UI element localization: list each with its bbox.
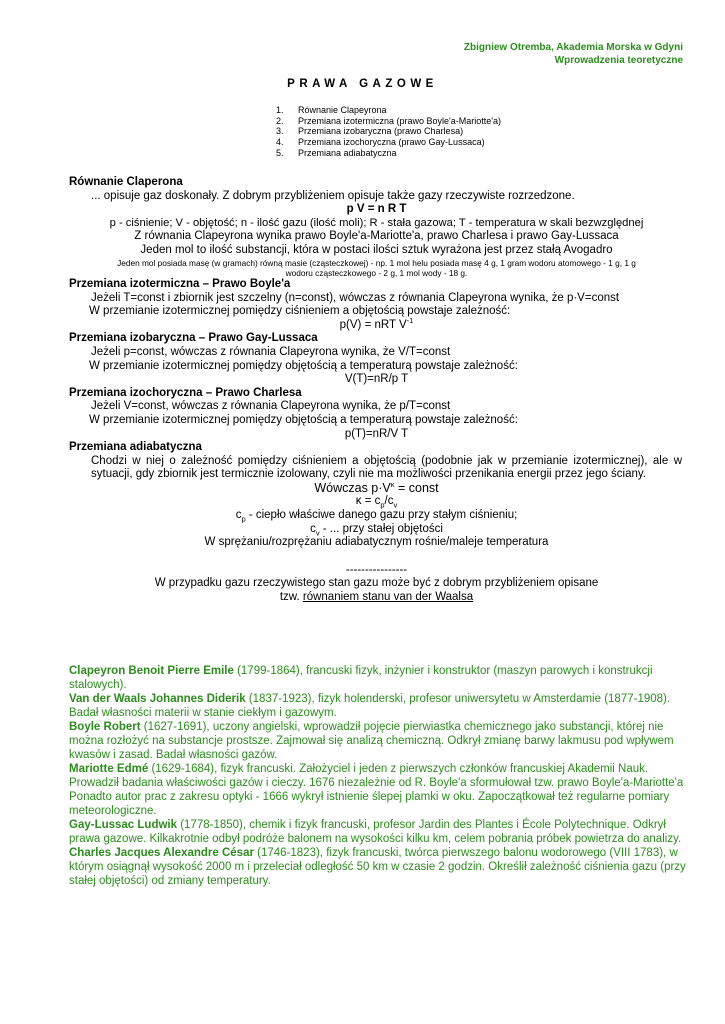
kappa-mid: /c [384, 495, 394, 508]
bio-name: Gay-Lussac Ludwik [69, 819, 178, 831]
kappa-pre: κ = c [355, 495, 381, 508]
mol-mass-note-1: Jeden mol posiada masę (w gramach) równą masie (cząsteczkowej) - np. 1 mol helu posiada masę 4 g, 1 gram wodoru atomowego - 1 g, 1 g [117, 257, 636, 268]
section-heading-izotermiczna: Przemiana izotermiczna – Prawo Boyle'a [69, 277, 291, 290]
toc-number: 5. [276, 147, 284, 158]
cv-sub: v [315, 527, 320, 537]
bio-name: Boyle Robert [69, 721, 141, 733]
bio-name: Van der Waals Johannes Diderik [69, 693, 246, 705]
real-gas-line-2 [69, 591, 684, 605]
toc-number: 1. [276, 105, 284, 115]
clapeyron-formula: p V = n R T [346, 203, 407, 216]
bio-name: Clapeyron Benoit Pierre Emile [69, 665, 234, 677]
bio-text: (1778-1850), chemik i fizyk francuski, profesor Jardin des Plantes i École Polytechnique. Odkrył prawa gazowe. Kilkakrotnie odbył podróże balonem na wysokości kilku km, celem pobrania próbek powietrza do analizy. [69, 819, 682, 845]
kappa-sub-p: p [380, 500, 385, 510]
izochoryczna-relation: W przemianie izotermicznej pomiędzy objętością a temperaturą powstaje zależność: [89, 413, 518, 426]
mol-mass-note-2: wodoru cząsteczkowego - 2 g, 1 mol wody - 18 g. [285, 267, 468, 278]
page-header [464, 41, 683, 67]
section-heading-izochoryczna: Przemiana izochoryczna – Prawo Charlesa [69, 386, 302, 399]
toc-label: Przemiana izotermiczna (prawo Boyle'a-Mariotte'a) [298, 115, 502, 126]
section-heading-izobaryczna: Przemiana izobaryczna – Prawo Gay-Lussaca [69, 332, 318, 345]
clapeyron-variables: p - ciśnienie; V - objętość; n - ilość gazu (ilość moli); R - stała gazowa; T - temperatura w skali bezwzględnej [109, 216, 644, 229]
cp-symbol: c [235, 509, 242, 522]
page-title: PRAWA GAZOWE [287, 78, 438, 90]
cv-symbol: c [310, 522, 316, 535]
toc-number: 2. [276, 115, 284, 126]
toc-number: 4. [276, 137, 284, 148]
cp-text: - ciepło właściwe danego gazu przy stałym ciśnieniu; [245, 509, 518, 522]
toc-item [276, 105, 501, 116]
section-heading-clapeyron: Równanie Claperona [69, 176, 183, 188]
izobaryczna-formula: V(T)=nR/p T [344, 373, 409, 386]
kappa-sub-v: v [393, 500, 398, 510]
toc-item [276, 126, 501, 137]
bio-entry [69, 762, 687, 818]
cv-text: - ... przy stałej objętości [319, 522, 443, 535]
adiabatyczna-paragraph: Chodzi w niej o zależność pomiędzy ciśnieniem a objętością (podobnie jak w przemianie izotermicznej), ale w sytuacji, gdy zbiornik jest termicznie izolowany, czyli nie ma możliwości przenikania energii przez jego ściany. [91, 454, 682, 481]
cp-sub: p [241, 514, 246, 524]
bio-entry [69, 720, 687, 762]
kappa-definition [69, 495, 684, 509]
biographies [69, 664, 687, 888]
toc-label: Przemiana izobaryczna (prawo Charlesa) [298, 126, 464, 137]
van-der-waals-link[interactable]: równaniem stanu van der Waalsa [302, 591, 474, 604]
izobaryczna-relation: W przemianie izotermicznej pomiędzy objętością a temperaturą powstaje zależność: [89, 359, 518, 372]
bio-entry [69, 692, 687, 720]
adiabatyczna-formula [69, 479, 684, 496]
table-of-contents [276, 105, 501, 159]
section-heading-adiabatyczna: Przemiana adiabatyczna [69, 441, 202, 454]
toc-label: Przemiana adiabatyczna [298, 147, 397, 158]
bio-entry [69, 664, 687, 692]
toc-item [276, 116, 501, 127]
main-content [69, 176, 684, 605]
izotermiczna-formula [69, 315, 684, 333]
toc-label: Przemiana izochoryczna (prawo Gay-Lussaca) [298, 137, 485, 148]
cp-definition [69, 509, 684, 523]
bio-entry [69, 846, 687, 888]
izobaryczna-condition: Jeżeli p=const, wówczas z równania Clapeyrona wynika, że V/T=const [91, 345, 451, 358]
bio-name: Mariotte Edmé [69, 763, 149, 775]
header-subtitle: Wprowadzenia teoretyczne [554, 55, 683, 66]
clapeyron-description: ... opisuje gaz doskonały. Z dobrym przybliżeniem opisuje także gazy rzeczywiste rozrzedzone. [91, 189, 575, 202]
bio-text: (1629-1684), fizyk francuski. Założyciel i jeden z pierwszych członków francuskiej Akademii Nauk. Prowadził badania właściwości gazów i cieczy. 1676 niezależnie od R. Boyle'a sformułował tzw. prawo Boyle'a-Mariotte'a Ponadto autor prac z zakresu optyki - 1666 wykrył istnienie ślepej plamki w oku. Zapoczątkował też regularne pomiary meteorologiczne. [69, 763, 684, 817]
toc-item [276, 137, 501, 148]
separator: ---------------- [345, 563, 408, 576]
formula-base: Wówczas p·V [314, 480, 391, 495]
bio-text: (1837-1923), fizyk holenderski, profesor uniwersytetu w Amsterdamie (1877-1908). Badał własności materii w stanie ciekłym i gazowym. [69, 693, 671, 719]
bio-entry [69, 818, 687, 846]
formula-exponent: -1 [406, 315, 414, 325]
toc-label: Równanie Clapeyrona [298, 105, 387, 115]
bio-name: Charles Jacques Alexandre César [69, 847, 254, 859]
formula-base: p(V) = nRT V [339, 318, 407, 331]
izotermiczna-relation: W przemianie izotermicznej pomiędzy ciśnieniem a objętością powstaje zależność: [89, 305, 511, 318]
toc-number: 3. [276, 126, 284, 137]
bio-text: (1746-1823), fizyk francuski, twórca pierwszego balonu wodorowego (VIII 1783), w którym osiągnął wysokość 2000 m i przeleciał odległość 50 km w czasie 2 godzin. Określił zależność ciśnienia gazu (przy stałej objętości) od zmiany temperatury. [69, 847, 686, 887]
izochoryczna-condition: Jeżeli V=const, wówczas z równania Clapeyrona wynika, że p/T=const [91, 400, 451, 413]
header-author: Zbigniew Otremba, Akademia Morska w Gdyni [463, 42, 683, 53]
real-gas-line-1: W przypadku gazu rzeczywistego stan gazu może być z dobrym przybliżeniem opisane [154, 577, 599, 590]
real-gas-prefix: tzw. [279, 591, 303, 604]
formula-exponent: κ [390, 479, 395, 489]
bio-text: (1627-1691), uczony angielski, wprowadził pojęcie pierwiastka chemicznego jako substancji, której nie można rozłożyć na substancje prostsze. Zajmował się analizą chemiczną. Odkrył zmianę barwy lakmusu pod wpływem kwasów i zasad. Badał własności gazów. [69, 721, 674, 761]
adiabatyczna-temperature-note: W sprężaniu/rozprężaniu adiabatycznym rośnie/maleje temperatura [204, 536, 549, 549]
izotermiczna-condition: Jeżeli T=const i zbiornik jest szczelny (n=const), wówczas z równania Clapeyrona wynika, że p·V=const [91, 291, 620, 304]
izochoryczna-formula: p(T)=nR/V T [344, 427, 409, 440]
bio-text: (1799-1864), francuski fizyk, inżynier i konstruktor (maszyn parowych i konstrukcji stalowych). [69, 665, 653, 691]
formula-rest: = const [394, 480, 439, 495]
toc-item [276, 148, 501, 159]
clapeyron-consequence: Z równania Clapeyrona wynika prawo Boyle'a-Mariotte'a, prawo Charlesa i prawo Gay-Lussaca [134, 230, 619, 243]
mol-definition: Jeden mol to ilość substancji, która w postaci ilości sztuk wyrażona jest przez stałą Avogadro [140, 243, 613, 256]
cv-definition [69, 523, 684, 537]
